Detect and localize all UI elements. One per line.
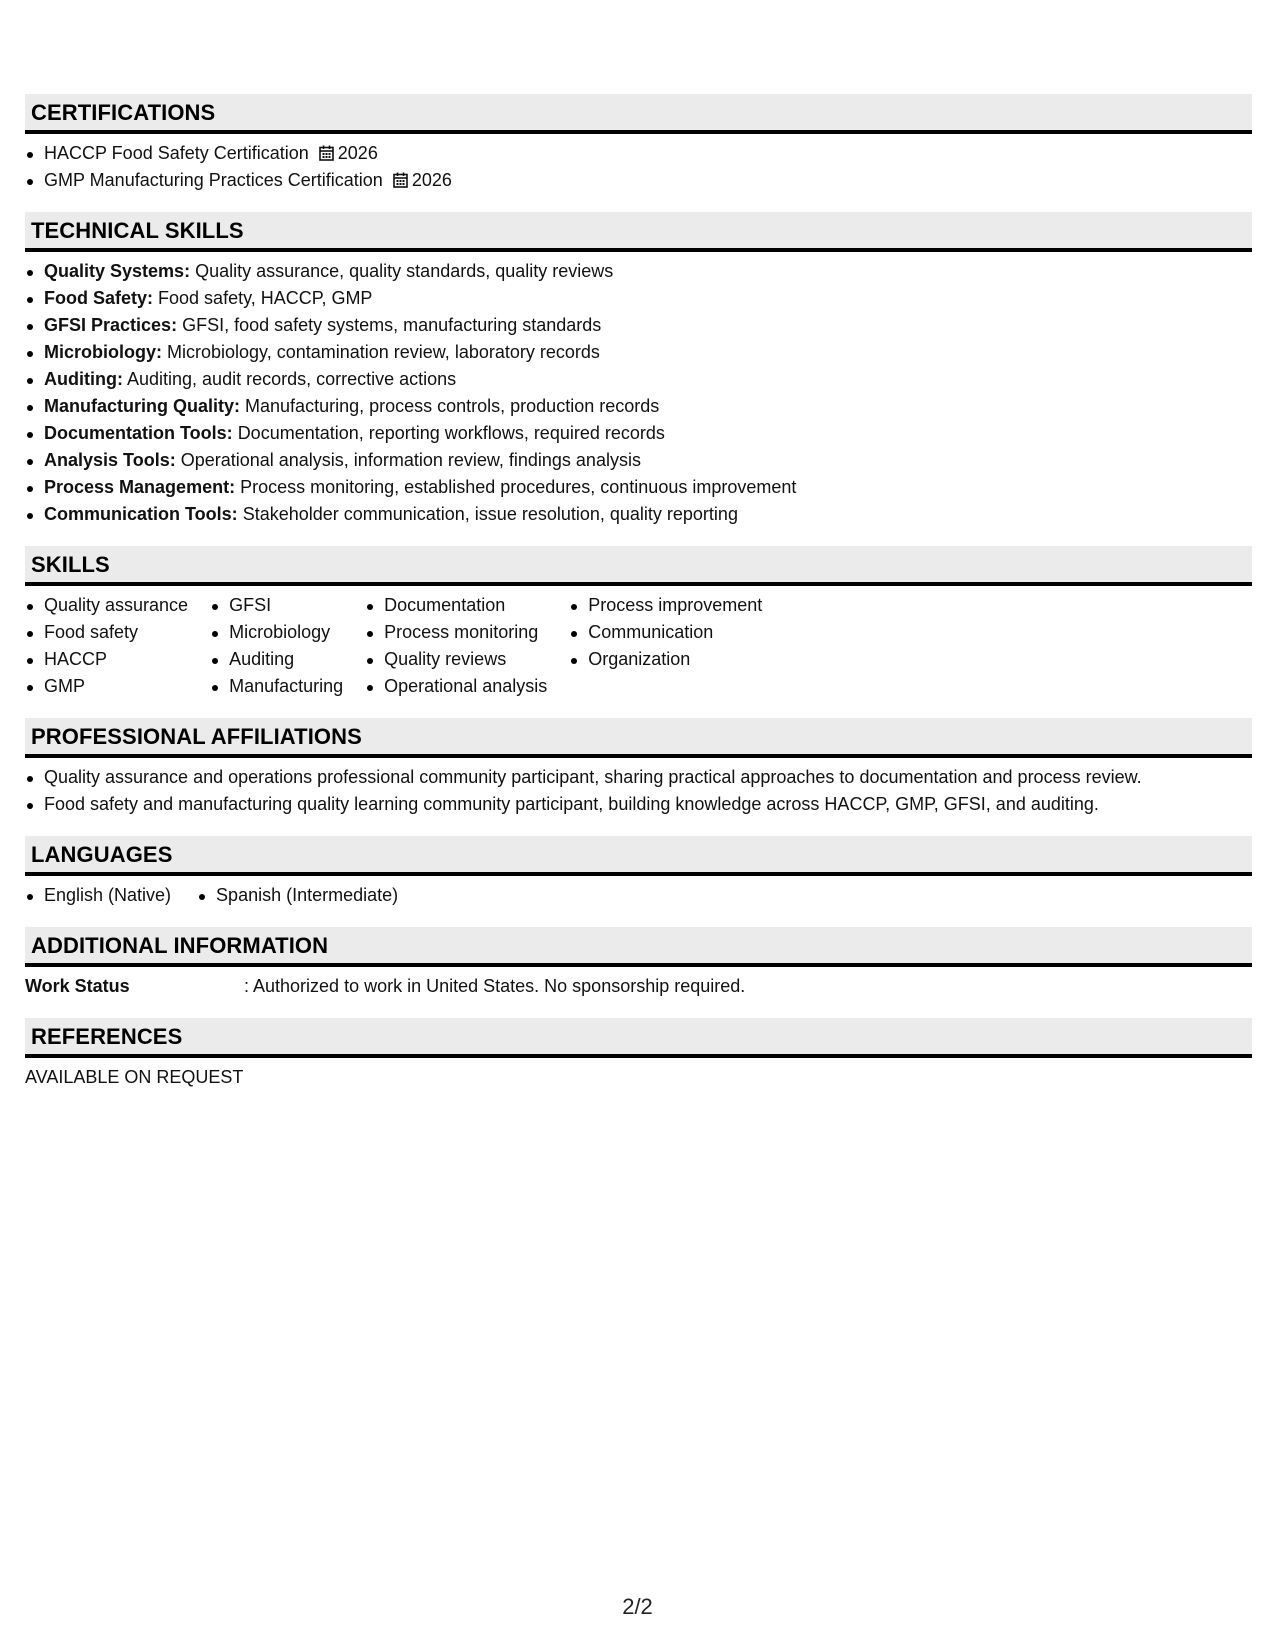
certification-name: HACCP Food Safety Certification [44,143,309,163]
skill-item: Process monitoring [365,619,547,646]
certification-item [25,140,1252,167]
skill-item: Quality assurance [25,592,188,619]
affiliation-item: Quality assurance and operations professional community participant, sharing practical approaches to documentation and process review. [25,764,1252,791]
page-number: 2/2 [622,1594,653,1619]
skills-column [210,592,343,700]
skill-item: GFSI [210,592,343,619]
languages-section [25,836,1252,909]
skills-column [569,592,762,700]
certification-name: GMP Manufacturing Practices Certification [44,170,383,190]
references-section [25,1018,1252,1091]
additional-info-heading: ADDITIONAL INFORMATION [25,927,1252,967]
certification-item [25,167,1252,194]
resume-page [25,94,1252,1109]
skill-item: Auditing [210,646,343,673]
skills-heading: SKILLS [25,546,1252,586]
skill-item: GMP [25,673,188,700]
certifications-list [25,134,1252,194]
info-row [25,973,1252,1000]
skills-column [365,592,547,700]
skill-item: Organization [569,646,762,673]
additional-info-body [25,967,1252,1000]
affiliations-list [25,758,1252,818]
skill-item: Manufacturing [210,673,343,700]
language-item: English (Native) [25,882,171,909]
skill-item: Communication [569,619,762,646]
skills-column [25,592,188,700]
affiliations-heading: PROFESSIONAL AFFILIATIONS [25,718,1252,758]
affiliation-item: Food safety and manufacturing quality learning community participant, building knowledge across HACCP, GMP, GFSI, and auditing. [25,791,1252,818]
languages-list [25,876,1252,909]
calendar-icon [393,172,408,188]
skill-item: Operational analysis [365,673,547,700]
skills-section [25,546,1252,700]
language-item: Spanish (Intermediate) [197,882,398,909]
technical-skill-item: GFSI Practices: GFSI, food safety systems, manufacturing standards [25,312,1252,339]
technical-skill-item: Analysis Tools: Operational analysis, information review, findings analysis [25,447,1252,474]
technical-skill-item: Process Management: Process monitoring, established procedures, continuous improvement [25,474,1252,501]
certification-year: 2026 [337,143,378,163]
technical-skills-heading: TECHNICAL SKILLS [25,212,1252,252]
certifications-section [25,94,1252,194]
skill-item: Microbiology [210,619,343,646]
info-value: : Authorized to work in United States. No sponsorship required. [244,976,746,996]
technical-skill-item: Microbiology: Microbiology, contamination review, laboratory records [25,339,1252,366]
references-text: AVAILABLE ON REQUEST [25,1067,244,1087]
technical-skills-list [25,252,1252,528]
languages-heading: LANGUAGES [25,836,1252,876]
info-key: Work Status [25,976,130,996]
certification-year: 2026 [411,170,452,190]
skill-item: Documentation [365,592,547,619]
additional-info-section [25,927,1252,1000]
skill-item: Quality reviews [365,646,547,673]
technical-skill-item: Auditing: Auditing, audit records, corrective actions [25,366,1252,393]
technical-skill-item: Documentation Tools: Documentation, reporting workflows, required records [25,420,1252,447]
technical-skill-item: Manufacturing Quality: Manufacturing, process controls, production records [25,393,1252,420]
certifications-heading: CERTIFICATIONS [25,94,1252,134]
technical-skill-item: Food Safety: Food safety, HACCP, GMP [25,285,1252,312]
skill-item: Process improvement [569,592,762,619]
skills-columns [25,586,1252,700]
technical-skill-item: Quality Systems: Quality assurance, quality standards, quality reviews [25,258,1252,285]
calendar-icon [319,145,334,161]
skill-item: Food safety [25,619,188,646]
references-heading: REFERENCES [25,1018,1252,1058]
skill-item: HACCP [25,646,188,673]
affiliations-section [25,718,1252,818]
technical-skill-item: Communication Tools: Stakeholder communication, issue resolution, quality reporting [25,501,1252,528]
technical-skills-section [25,212,1252,528]
